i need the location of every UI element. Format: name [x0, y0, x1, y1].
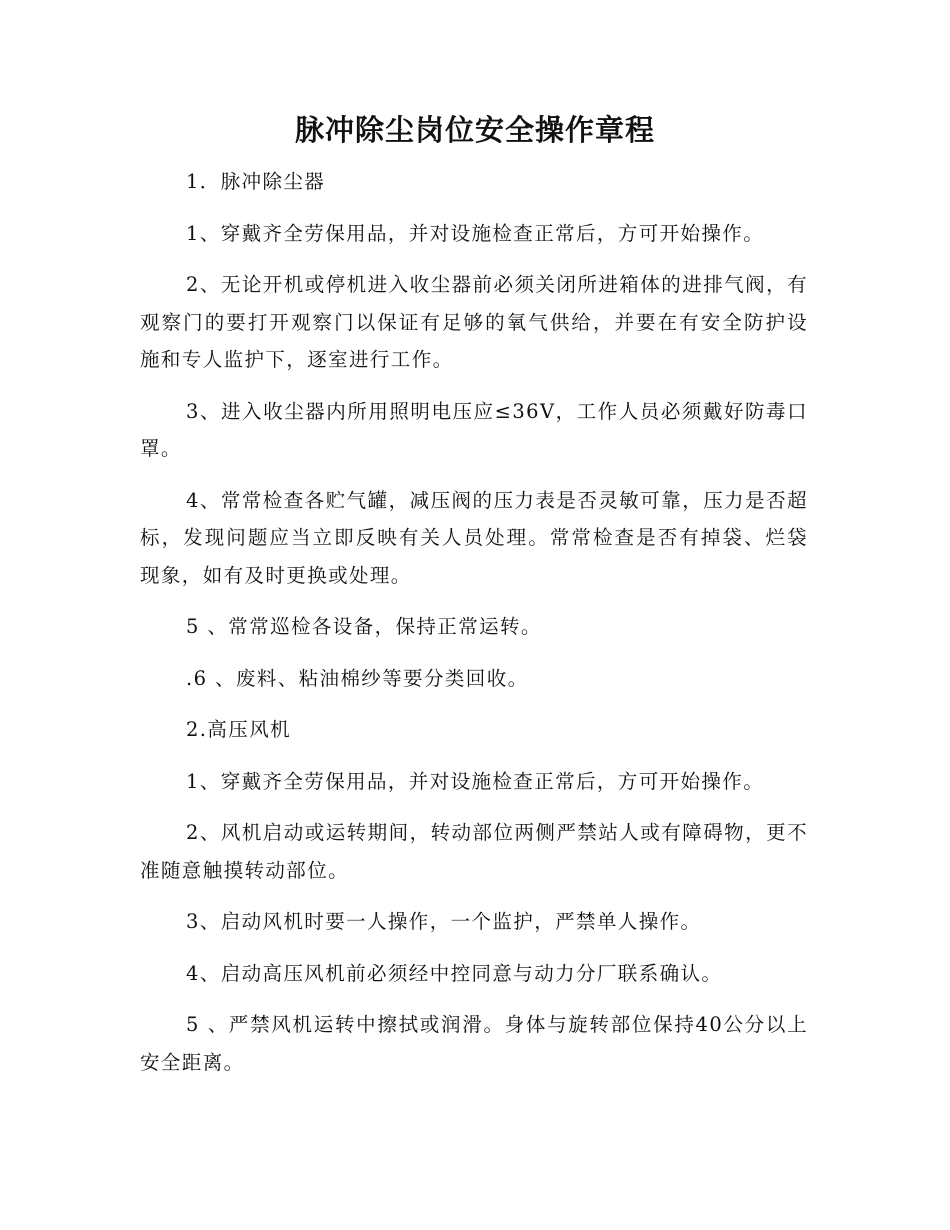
- paragraph-item: 1、穿戴齐全劳保用品，并对设施检查正常后，方可开始操作。: [186, 221, 765, 245]
- document-body: [140, 163, 808, 1095]
- paragraph-item: 2、风机启动或运转期间，转动部位两侧严禁站人或有障碍物，更不准随意触摸转动部位。: [140, 821, 808, 882]
- paragraph-item: 3、启动风机时要一人操作，一个监护，严禁单人操作。: [186, 910, 702, 933]
- paragraph-item: 4、常常检查各贮气罐，减压阀的压力表是否灵敏可靠，压力是否超标，发现问题应当立即反映有关人员处理。常常检查是否有掉袋、烂袋现象，如有及时更换或处理。: [140, 488, 808, 587]
- paragraph-item: 2、无论开机或停机进入收尘器前必须关闭所进箱体的进排气阀，有观察门的要打开观察门以保证有足够的氧气供给，并要在有安全防护设施和专人监护下，逐室进行工作。: [140, 273, 808, 371]
- paragraph-item: 4、启动高压风机前必须经中控同意与动力分厂联系确认。: [186, 961, 723, 985]
- section-heading-high-pressure-fan: 2.高压风机: [186, 718, 292, 741]
- document-title: 脉冲除尘岗位安全操作章程: [294, 113, 655, 147]
- paragraph-item: 5 、严禁风机运转中擦拭或润滑。身体与旋转部位保持40公分以上安全距离。: [140, 1013, 808, 1074]
- paragraph-item: 3、进入收尘器内所用照明电压应≤36V，工作人员必须戴好防毒口罩。: [140, 399, 808, 460]
- paragraph-item: 5 、常常巡检各设备，保持正常运转。: [186, 615, 542, 638]
- paragraph-item: .6 、废料、粘油棉纱等要分类回收。: [186, 666, 529, 690]
- paragraph-item: 1、穿戴齐全劳保用品，并对设施检查正常后，方可开始操作。: [186, 769, 765, 793]
- section-heading-pulse-dust-collector: 1．脉冲除尘器: [186, 170, 326, 193]
